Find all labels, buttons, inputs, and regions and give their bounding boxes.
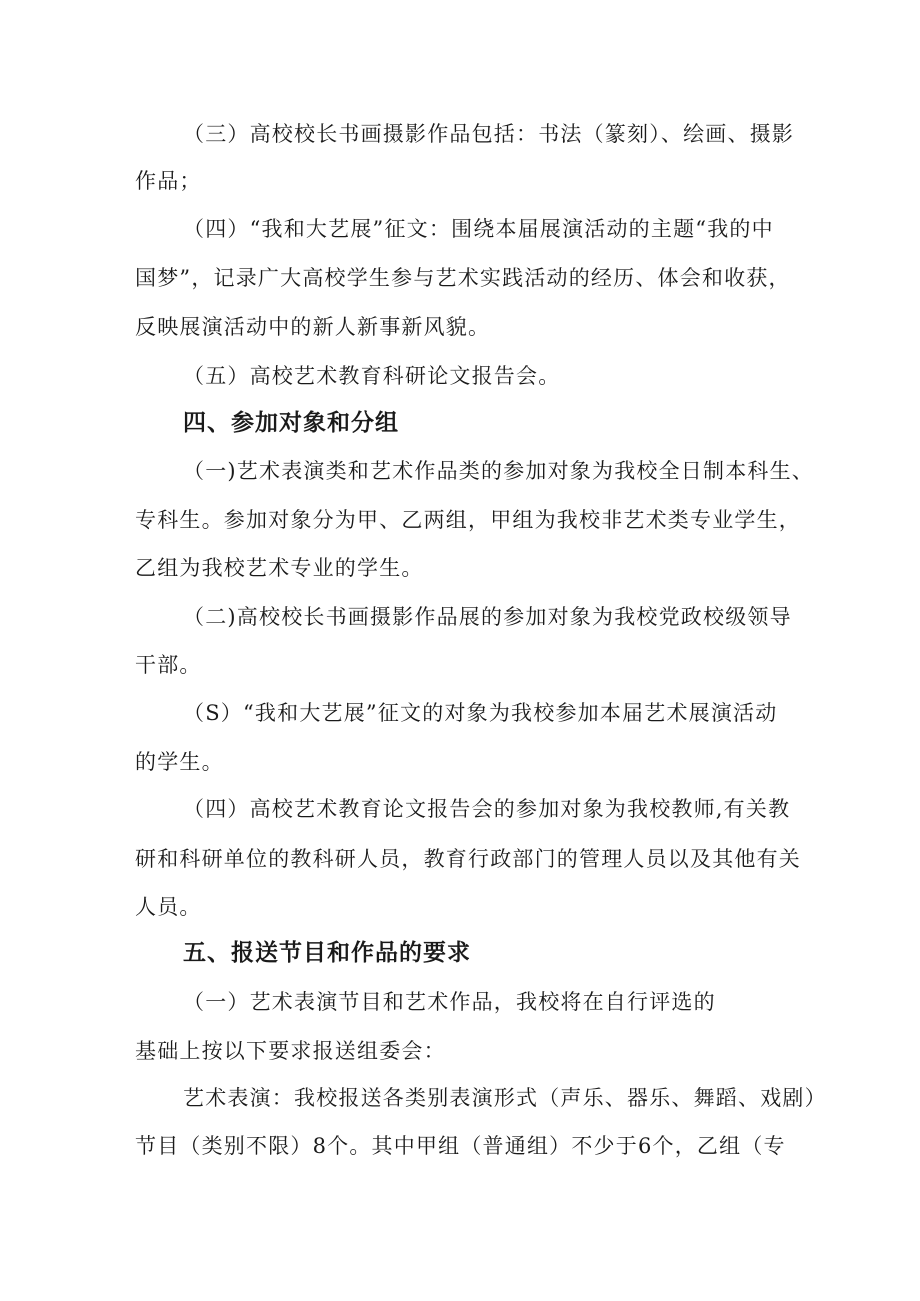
item-3-line-2: 作品； <box>135 169 202 193</box>
item-4-line-2: 国梦”，记录广大高校学生参与艺术实践活动的经历、体会和收获， <box>135 266 791 290</box>
item-4-line-1: （四）“我和大艺展”征文：围绕本届展演活动的主题“我的中 <box>183 217 774 241</box>
s4-item-2-line-2: 干部。 <box>135 653 202 677</box>
s4-item-1-line-3: 乙组为我校艺术专业的学生。 <box>135 556 424 580</box>
item-5-line-1: （五）高校艺术教育科研论文报告会。 <box>183 364 561 388</box>
s4-item-1-line-1: （一)艺术表演类和艺术作品类的参加对象为我校全日制本科生、 <box>183 459 814 483</box>
s5-item-1-line-1: （一）艺术表演节目和艺术作品，我校将在自行评选的 <box>183 990 716 1014</box>
s4-item-2-line-1: （二)高校校长书画摄影作品展的参加对象为我校党政校级领导 <box>183 605 792 629</box>
s4-item-3-line-2: 的学生。 <box>135 750 224 774</box>
section-4-heading: 四、参加对象和分组 <box>183 410 399 436</box>
s4-item-1-line-2: 专科生。参加对象分为甲、乙两组，甲组为我校非艺术类专业学生， <box>135 508 801 532</box>
s4-item-4-line-1: （四）高校艺术教育论文报告会的参加对象为我校教师,有关教 <box>183 797 791 821</box>
s4-item-3-line-1: （S）“我和大艺展”征文的对象为我校参加本届艺术展演活动 <box>183 701 778 725</box>
s5-performance-line-2: 节目（类别不限）8个。其中甲组（普通组）不少于6个，乙组（专 <box>135 1134 786 1158</box>
item-3-line-1: （三）高校校长书画摄影作品包括：书法（篆刻）、绘画、摄影 <box>183 122 795 146</box>
s5-item-1-line-2: 基础上按以下要求报送组委会： <box>135 1039 446 1063</box>
section-5-heading: 五、报送节目和作品的要求 <box>183 940 471 966</box>
s4-item-4-line-3: 人员。 <box>135 895 202 919</box>
s5-performance-line-1: 艺术表演：我校报送各类别表演形式（声乐、器乐、舞蹈、戏剧） <box>183 1086 827 1110</box>
s4-item-4-line-2: 研和科研单位的教科研人员，教育行政部门的管理人员以及其他有关 <box>135 847 801 871</box>
item-4-line-3: 反映展演活动中的新人新事新风貌。 <box>135 315 491 339</box>
